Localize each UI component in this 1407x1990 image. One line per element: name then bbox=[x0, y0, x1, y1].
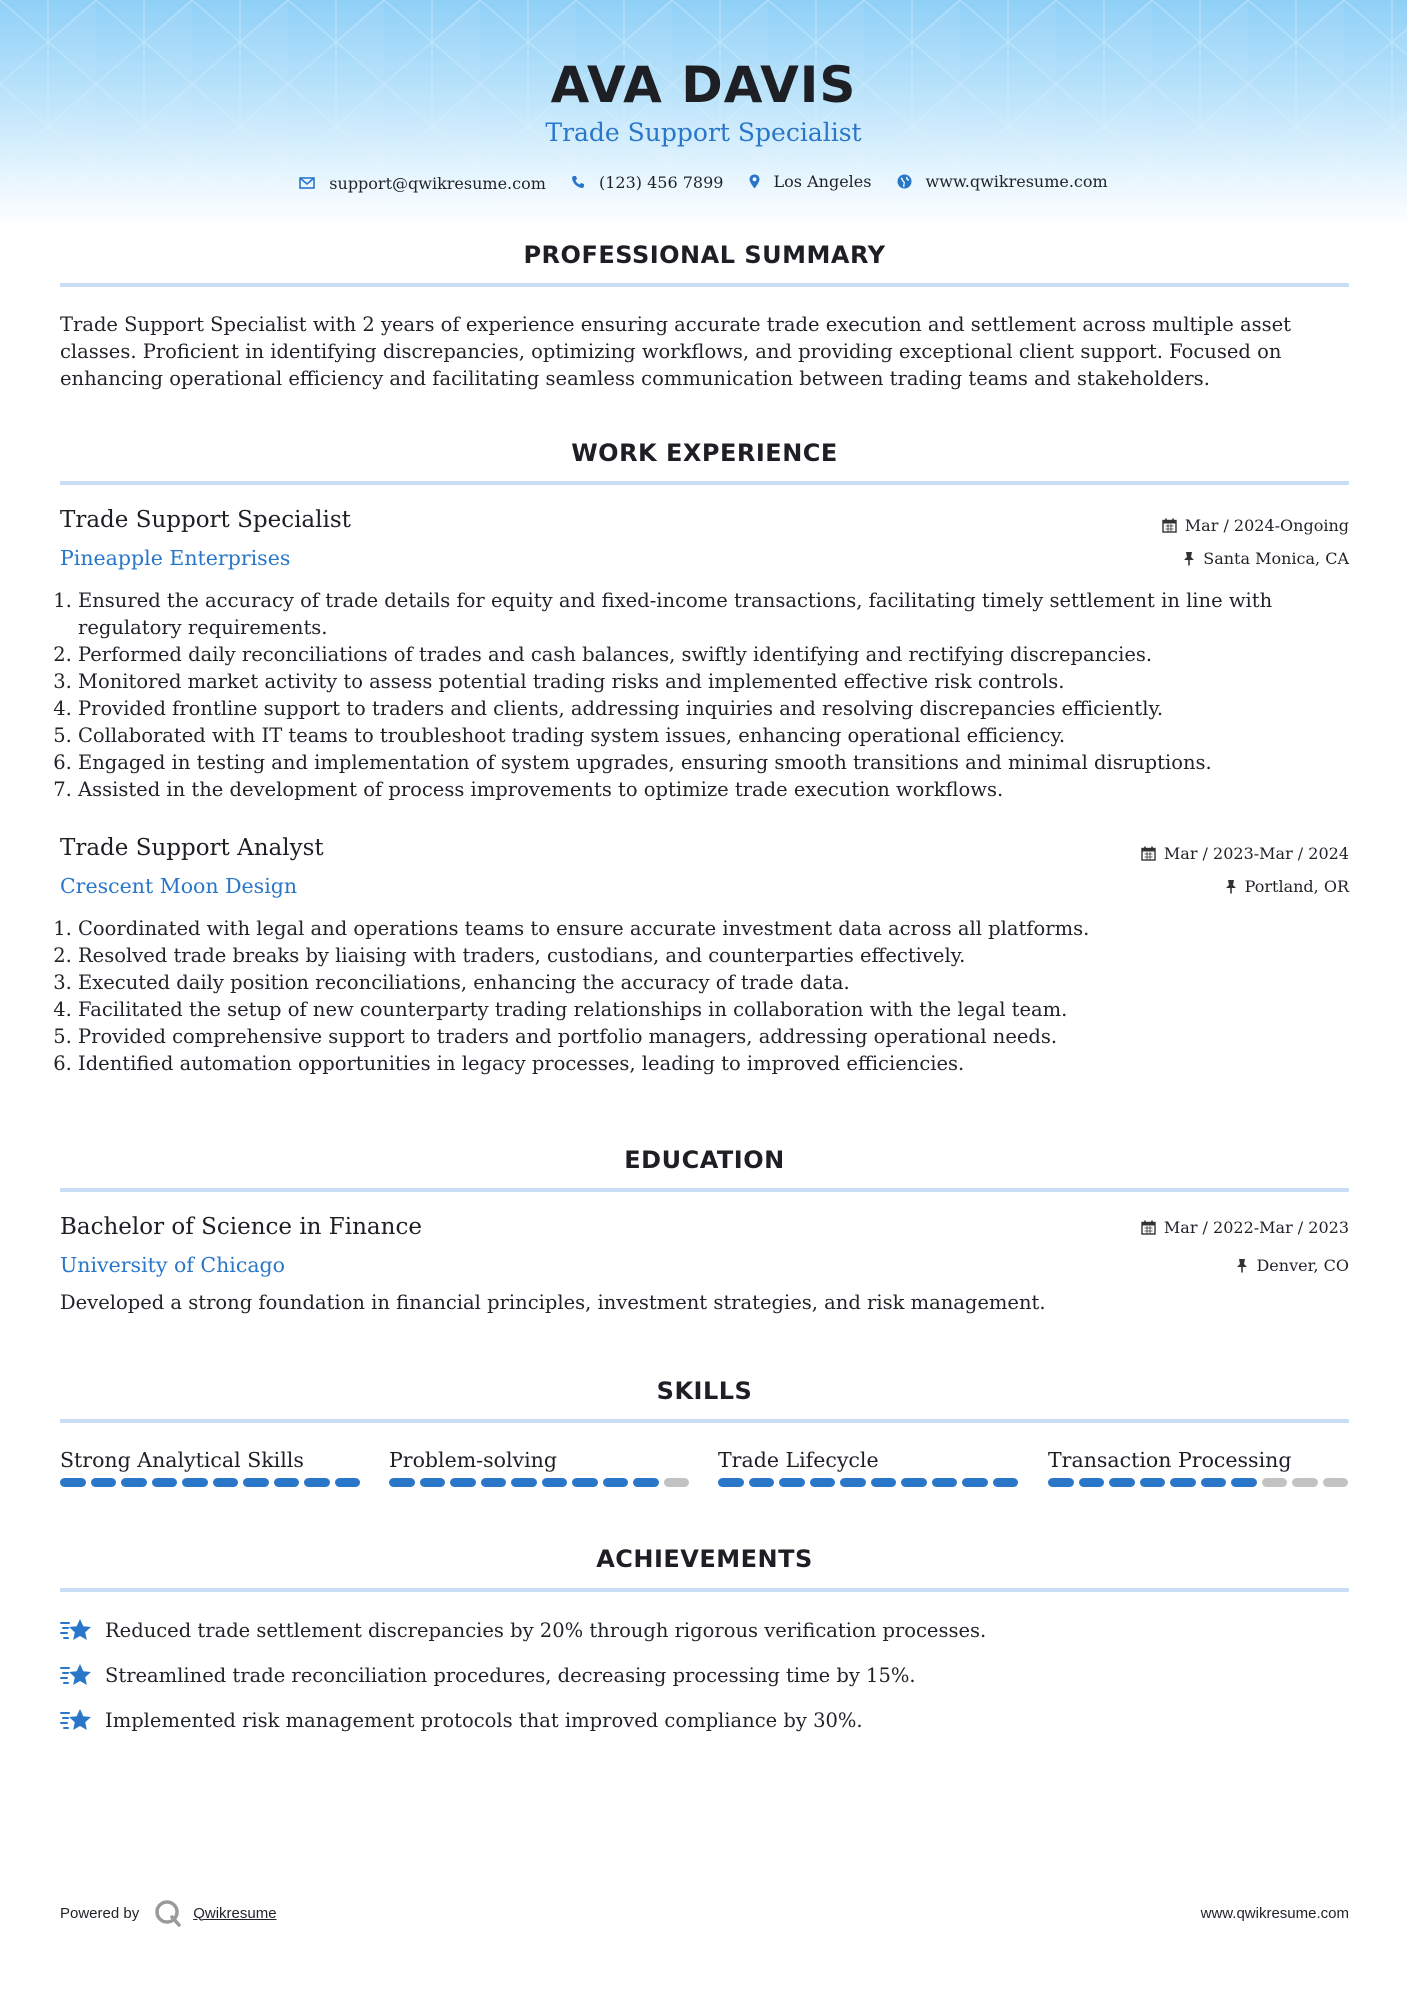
list-item: 3. Monitored market activity to assess potential trading risks and implemented effective risk controls. bbox=[78, 668, 1378, 695]
skill-segment-filled bbox=[60, 1478, 86, 1487]
job-dates-text: Mar / 2024-Ongoing bbox=[1184, 516, 1349, 535]
education-dates-text: Mar / 2022-Mar / 2023 bbox=[1163, 1218, 1349, 1237]
skill-segment-filled bbox=[389, 1478, 415, 1487]
contact-phone[interactable] bbox=[571, 173, 723, 192]
list-item: 2. Performed daily reconciliations of trades and cash balances, swiftly identifying and rectifying discrepancies. bbox=[78, 641, 1378, 668]
star-icon bbox=[60, 1707, 93, 1733]
skill-segment-filled bbox=[1048, 1478, 1074, 1487]
skill-name: Trade Lifecycle bbox=[718, 1448, 879, 1472]
skill-segment-filled bbox=[779, 1478, 805, 1487]
job-location bbox=[1183, 549, 1349, 568]
skill-segment-filled bbox=[633, 1478, 659, 1487]
globe-icon bbox=[897, 174, 912, 189]
skill-segment-filled bbox=[121, 1478, 147, 1487]
pushpin-icon bbox=[1236, 1258, 1248, 1273]
contact-location bbox=[749, 172, 872, 191]
skill-segment-filled bbox=[420, 1478, 446, 1487]
skill-segment-filled bbox=[335, 1478, 361, 1487]
star-icon bbox=[60, 1662, 93, 1688]
summary-text: Trade Support Specialist with 2 years of experience ensuring accurate trade execution and settlement across multiple asset classes. Proficient in identifying discrepancies, optimizing workflows, and providing exceptional client support. Focused on enhancing operational efficiency and facilitating seamless communication between trading teams and stakeholders. bbox=[60, 313, 1291, 390]
contact-website[interactable] bbox=[897, 172, 1108, 191]
job-bullets bbox=[60, 587, 1378, 803]
job-location-text: Santa Monica, CA bbox=[1203, 549, 1349, 568]
section-divider bbox=[60, 1588, 1349, 1592]
contact-location-text: Los Angeles bbox=[773, 172, 872, 191]
list-item: 6. Identified automation opportunities in legacy processes, leading to improved efficiencies. bbox=[78, 1050, 1378, 1077]
skill-segment-filled bbox=[304, 1478, 330, 1487]
list-item: 4. Provided frontline support to traders and clients, addressing inquiries and resolving discrepancies efficiently. bbox=[78, 695, 1378, 722]
list-item: 4. Facilitated the setup of new counterparty trading relationships in collaboration with the legal team. bbox=[78, 996, 1378, 1023]
education-dates bbox=[1141, 1218, 1349, 1237]
achievement-text: Streamlined trade reconciliation procedures, decreasing processing time by 15%. bbox=[105, 1663, 916, 1687]
list-item: 1. Coordinated with legal and operations teams to ensure accurate investment data across all platforms. bbox=[78, 915, 1378, 942]
skill-rating bbox=[389, 1478, 689, 1487]
degree-title: Bachelor of Science in Finance bbox=[60, 1214, 422, 1240]
skill-segment-empty bbox=[1292, 1478, 1318, 1487]
footer-website[interactable]: www.qwikresume.com bbox=[1200, 1905, 1349, 1922]
section-title-education: EDUCATION bbox=[624, 1146, 785, 1174]
header-background bbox=[0, 0, 1407, 230]
section-title-experience: WORK EXPERIENCE bbox=[571, 439, 838, 467]
skill-segment-filled bbox=[810, 1478, 836, 1487]
skill-segment-filled bbox=[603, 1478, 629, 1487]
skill-name: Problem-solving bbox=[389, 1448, 557, 1472]
achievement-text: Implemented risk management protocols that improved compliance by 30%. bbox=[105, 1708, 863, 1732]
contact-website-text: www.qwikresume.com bbox=[925, 172, 1108, 191]
company-name: Pineapple Enterprises bbox=[60, 546, 291, 570]
candidate-name: AVA DAVIS bbox=[550, 56, 857, 114]
section-divider bbox=[60, 1188, 1349, 1192]
section-divider bbox=[60, 481, 1349, 485]
list-item: 1. Ensured the accuracy of trade details for equity and fixed-income transactions, facilitating timely settlement in line with regulatory requirements. bbox=[78, 587, 1378, 641]
contact-email[interactable] bbox=[299, 174, 546, 193]
job-bullets bbox=[60, 915, 1378, 1077]
skill-item bbox=[718, 1448, 1018, 1487]
skill-segment-filled bbox=[243, 1478, 269, 1487]
section-title-achievements: ACHIEVEMENTS bbox=[596, 1545, 813, 1573]
skill-item bbox=[389, 1448, 689, 1487]
star-icon bbox=[60, 1617, 93, 1643]
achievement-item bbox=[60, 1662, 916, 1688]
skill-segment-filled bbox=[1140, 1478, 1166, 1487]
pushpin-icon bbox=[1225, 879, 1237, 894]
envelope-icon bbox=[299, 177, 315, 189]
school-name: University of Chicago bbox=[60, 1253, 286, 1277]
achievement-item bbox=[60, 1617, 986, 1643]
skill-rating bbox=[1048, 1478, 1348, 1487]
skill-segment-filled bbox=[274, 1478, 300, 1487]
job-dates bbox=[1162, 516, 1349, 535]
job-title: Trade Support Specialist bbox=[60, 507, 351, 533]
section-title-summary: PROFESSIONAL SUMMARY bbox=[523, 241, 886, 269]
job-dates bbox=[1141, 844, 1349, 863]
pushpin-icon bbox=[1183, 551, 1195, 566]
skill-segment-filled bbox=[1201, 1478, 1227, 1487]
powered-by-label: Powered by bbox=[60, 1904, 140, 1922]
skill-item bbox=[1048, 1448, 1348, 1487]
skill-segment-filled bbox=[749, 1478, 775, 1487]
calendar-icon bbox=[1162, 518, 1177, 533]
skill-item bbox=[60, 1448, 360, 1487]
job-location bbox=[1225, 877, 1349, 896]
phone-icon bbox=[571, 175, 585, 189]
skill-segment-filled bbox=[213, 1478, 239, 1487]
hexagon-pattern bbox=[0, 0, 1407, 230]
skill-segment-filled bbox=[450, 1478, 476, 1487]
skill-name: Strong Analytical Skills bbox=[60, 1448, 304, 1472]
achievement-item bbox=[60, 1707, 863, 1733]
skill-segment-filled bbox=[840, 1478, 866, 1487]
list-item: 5. Provided comprehensive support to traders and portfolio managers, addressing operational needs. bbox=[78, 1023, 1378, 1050]
education-description: Developed a strong foundation in financial principles, investment strategies, and risk management. bbox=[60, 1291, 1046, 1314]
skill-rating bbox=[60, 1478, 360, 1487]
skill-segment-empty bbox=[1323, 1478, 1349, 1487]
skill-segment-filled bbox=[932, 1478, 958, 1487]
job-title: Trade Support Analyst bbox=[60, 835, 324, 861]
section-divider bbox=[60, 1419, 1349, 1423]
skill-segment-filled bbox=[901, 1478, 927, 1487]
job-dates-text: Mar / 2023-Mar / 2024 bbox=[1163, 844, 1349, 863]
education-location bbox=[1236, 1256, 1349, 1275]
skill-segment-filled bbox=[91, 1478, 117, 1487]
skill-segment-filled bbox=[962, 1478, 988, 1487]
skill-segment-filled bbox=[1109, 1478, 1135, 1487]
skill-segment-empty bbox=[664, 1478, 690, 1487]
candidate-title: Trade Support Specialist bbox=[545, 118, 862, 147]
skill-segment-filled bbox=[481, 1478, 507, 1487]
skill-segment-filled bbox=[182, 1478, 208, 1487]
section-title-skills: SKILLS bbox=[656, 1377, 753, 1405]
company-name: Crescent Moon Design bbox=[60, 874, 298, 898]
skill-segment-filled bbox=[511, 1478, 537, 1487]
skill-segment-filled bbox=[871, 1478, 897, 1487]
skill-segment-filled bbox=[993, 1478, 1019, 1487]
job-location-text: Portland, OR bbox=[1244, 877, 1349, 896]
list-item: 6. Engaged in testing and implementation of system upgrades, ensuring smooth transitions and minimal disruptions. bbox=[78, 749, 1378, 776]
list-item: 5. Collaborated with IT teams to troubleshoot trading system issues, enhancing operational efficiency. bbox=[78, 722, 1378, 749]
education-location-text: Denver, CO bbox=[1256, 1256, 1349, 1275]
skill-segment-filled bbox=[1170, 1478, 1196, 1487]
contact-phone-text: (123) 456 7899 bbox=[598, 172, 724, 192]
skill-segment-filled bbox=[1231, 1478, 1257, 1487]
list-item: 3. Executed daily position reconciliations, enhancing the accuracy of trade data. bbox=[78, 969, 1378, 996]
footer-powered-by bbox=[60, 1898, 277, 1928]
skill-name: Transaction Processing bbox=[1048, 1448, 1292, 1472]
achievement-text: Reduced trade settlement discrepancies by 20% through rigorous verification processes. bbox=[105, 1618, 987, 1642]
skill-segment-filled bbox=[152, 1478, 178, 1487]
skill-segment-filled bbox=[1079, 1478, 1105, 1487]
map-pin-icon bbox=[749, 174, 760, 189]
skill-segment-filled bbox=[542, 1478, 568, 1487]
section-divider bbox=[60, 283, 1349, 287]
list-item: 2. Resolved trade breaks by liaising with traders, custodians, and counterparties effectively. bbox=[78, 942, 1378, 969]
contact-email-text: support@qwikresume.com bbox=[329, 173, 546, 193]
skill-segment-empty bbox=[1262, 1478, 1288, 1487]
calendar-icon bbox=[1141, 846, 1156, 861]
list-item: 7. Assisted in the development of process improvements to optimize trade execution workflows. bbox=[78, 776, 1378, 803]
contact-bar bbox=[0, 172, 1407, 193]
qwikresume-link[interactable]: Qwikresume bbox=[193, 1904, 277, 1922]
skill-segment-filled bbox=[718, 1478, 744, 1487]
qwikresume-logo-icon bbox=[153, 1898, 183, 1928]
skill-segment-filled bbox=[572, 1478, 598, 1487]
calendar-icon bbox=[1141, 1220, 1156, 1235]
skill-rating bbox=[718, 1478, 1018, 1487]
